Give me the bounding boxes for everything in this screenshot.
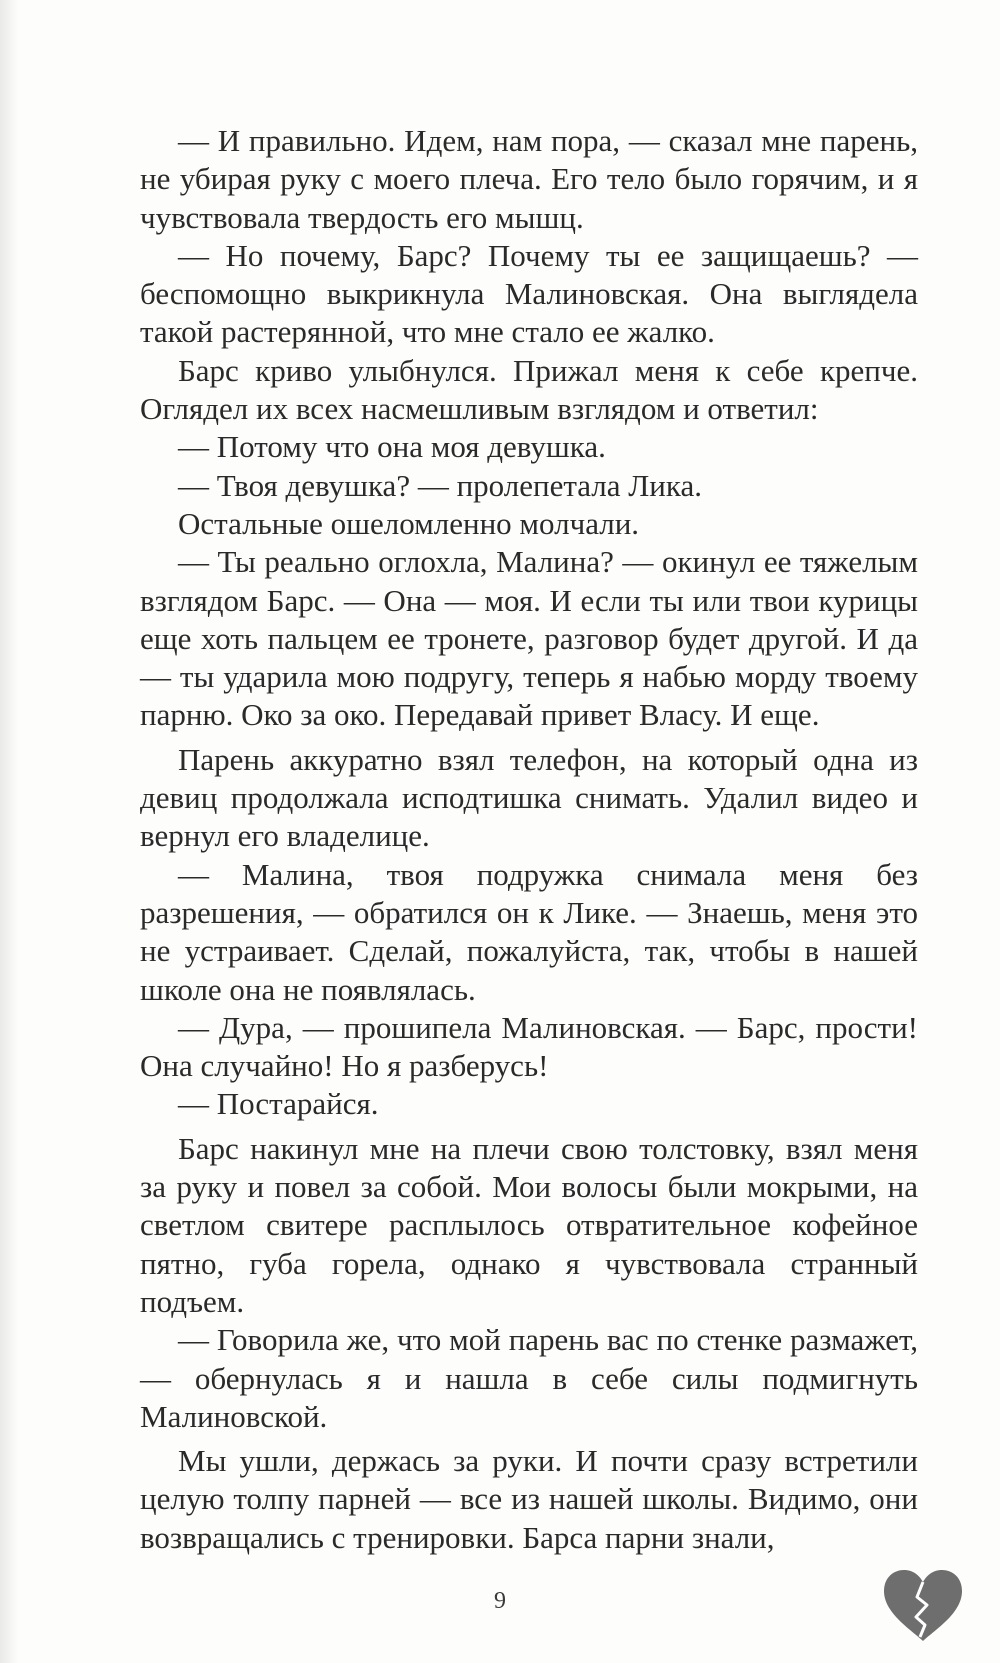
- broken-heart-icon: [880, 1567, 966, 1645]
- paragraph: Остальные ошеломленно молчали.: [178, 505, 640, 541]
- body-text: [140, 122, 918, 1557]
- paragraph: — Но почему, Барс? Почему ты ее защищаешь? — беспомощно выкрикнула Малиновская. Она выглядела такой растерянной, что мне стало ее жалко.: [140, 237, 918, 350]
- paragraph: Барс накинул мне на плечи свою толстовку, взял меня за руку и повел за собой. Мои волосы были мокрыми, на светлом свитере расплылось отвратительное кофейное пятно, губа горела, однако я чувствовала странный подъем.: [140, 1130, 918, 1319]
- paragraph: — Потому что она моя девушка.: [178, 429, 606, 465]
- paragraph: — И правильно. Идем, нам пора, — сказал мне парень, не убирая руку с моего плеча. Его тело было горячим, и я чувствовала твердость его мышц.: [140, 123, 918, 235]
- paragraph: Барс криво улыбнулся. Прижал меня к себе крепче. Оглядел их всех насмешливым взглядом и ответил:: [140, 352, 918, 427]
- paragraph: — Ты реально оглохла, Малина? — окинул ее тяжелым взглядом Барс. — Она — моя. И если ты или твои курицы еще хоть пальцем ее тронете, разговор будет другой. И да — ты ударила мою подругу, теперь я набью морду твоему парню. Око за око. Передавай привет Власу. И еще.: [140, 544, 918, 733]
- paragraph: Парень аккуратно взял телефон, на который одна из девиц продолжала исподтишка снимать. Удалил видео и вернул его владелице.: [140, 741, 918, 854]
- paragraph: Мы ушли, держась за руки. И почти сразу встретили целую толпу парней — все из нашей школы. Видимо, они возвращались с тренировки. Барса парни знали,: [140, 1443, 918, 1555]
- paragraph: — Постарайся.: [178, 1086, 379, 1122]
- page-number: 9: [494, 1588, 506, 1614]
- paragraph: — Говорила же, что мой парень вас по стенке размажет, — обернулась я и нашла в себе силы подмигнуть Малиновской.: [140, 1322, 918, 1434]
- page-gutter-shadow: [0, 0, 18, 1663]
- paragraph: — Твоя девушка? — пролепетала Лика.: [178, 467, 702, 503]
- paragraph: — Малина, твоя подружка снимала меня без разрешения, — обратился он к Лике. — Знаешь, меня это не устраивает. Сделай, пожалуйста, так, чтобы в нашей школе она не появлялась.: [140, 856, 918, 1007]
- paragraph: — Дура, — прошипела Малиновская. — Барс, прости! Она случайно! Но я разберусь!: [140, 1009, 918, 1084]
